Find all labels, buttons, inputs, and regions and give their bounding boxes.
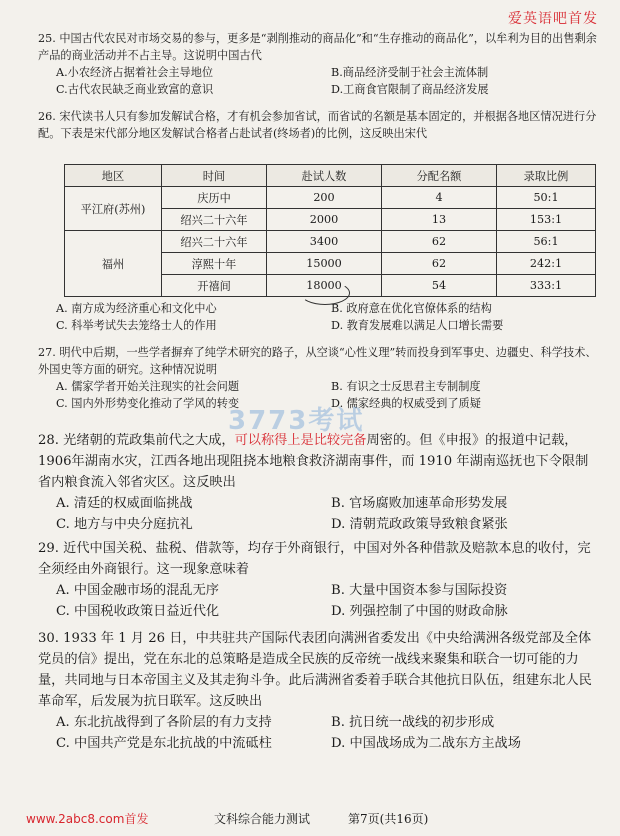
quota-cell: 62: [382, 231, 497, 253]
table-header: 时间: [162, 165, 267, 187]
table-row: [65, 187, 596, 209]
stem-text: 28. 光绪朝的荒政集前代之大成，: [38, 433, 235, 448]
question-26-options: [38, 300, 598, 334]
table-header-row: [65, 165, 596, 187]
table-row: [65, 231, 596, 253]
question-26: [38, 108, 598, 142]
exam-ratio-table: [64, 164, 596, 297]
ratio-cell: 153:1: [497, 209, 596, 231]
option-c[interactable]: C. 科举考试失去笼络士人的作用: [56, 319, 217, 332]
stem-text: 周密的。但《申报》的报道中记载，1906年湖南水灾，江西各地出现阻挠本地粮食救济湖南事件，而 1910 年湖南巡抚也下令限制省内粮食流入邻省灾区。这反映出: [38, 433, 589, 490]
option-a[interactable]: A. 中国金融市场的混乱无序: [56, 583, 219, 598]
question-30: [38, 628, 598, 754]
option-a[interactable]: A. 南方成为经济重心和文化中心: [56, 302, 217, 315]
option-d[interactable]: D.工商食官限制了商品经济发展: [331, 83, 489, 96]
count-cell: 200: [267, 187, 382, 209]
time-cell: 绍兴二十六年: [162, 231, 267, 253]
region-cell: 福州: [65, 231, 162, 297]
question-29: [38, 538, 598, 622]
region-cell: 平江府(苏州): [65, 187, 162, 231]
option-b[interactable]: B. 大量中国资本参与国际投资: [331, 583, 508, 598]
table-header: 分配名额: [382, 165, 497, 187]
option-c[interactable]: C. 国内外形势变化推动了学风的转变: [56, 397, 240, 410]
question-stem: 25. 中国古代农民对市场交易的参与，更多是“剥削推动的商品化”和“生存推动的商品化”，以牟利为目的出售剩余产品的商业活动并不占主导。这说明中国古代: [38, 32, 597, 62]
question-stem: 30. 1933 年 1 月 26 日，中共驻共产国际代表团向满洲省委发出《中央给满洲各级党部及全体党员的信》提出，党在东北的总策略是造成全民族的反帝统一战线来聚集和联合一切可能的力量，共同地与日本帝国主义及其走狗斗争。此后满洲省委着手联合其他抗日队伍，组建东北人民革命军，后发展为抗日联军。这反映出: [38, 631, 592, 709]
option-c[interactable]: C.古代农民缺乏商业致富的意识: [56, 83, 214, 96]
ratio-cell: 242:1: [497, 253, 596, 275]
table-header: 赴试人数: [267, 165, 382, 187]
time-cell: 开禧间: [162, 275, 267, 297]
footer-subject: 文科综合能力测试: [214, 812, 311, 826]
quota-cell: 54: [382, 275, 497, 297]
option-c[interactable]: C. 中国税收政策日益近代化: [56, 604, 220, 619]
quota-cell: 13: [382, 209, 497, 231]
ratio-cell: 333:1: [497, 275, 596, 297]
option-d[interactable]: D. 列强控制了中国的财政命脉: [331, 604, 508, 619]
question-25: [38, 30, 598, 98]
question-stem: [38, 430, 598, 493]
question-stem: 27. 明代中后期，一些学者摒弃了纯学术研究的路子，从空谈“心性义理”转而投身到军事史、边疆史、科学技术、外国史等方面的研究。这种情况说明: [38, 346, 597, 376]
option-a[interactable]: A. 清廷的权威面临挑战: [56, 496, 193, 511]
option-d[interactable]: D. 清朝荒政政策导致粮食紧张: [331, 517, 508, 532]
question-stem: 26. 宋代读书人只有参加发解试合格，才有机会参加省试，而省试的名额是基本固定的，并根据各地区情况进行分配。下表是宋代部分地区发解试合格者占赴试者(终场者)的比例，这反映出宋代: [38, 110, 597, 140]
option-b[interactable]: B.商品经济受制于社会主流体制: [331, 66, 489, 79]
table-header: 录取比例: [497, 165, 596, 187]
count-cell: 15000: [267, 253, 382, 275]
option-b[interactable]: B. 有识之士反思君主专制制度: [331, 380, 481, 393]
option-b[interactable]: B. 官场腐败加速革命形势发展: [331, 496, 508, 511]
count-cell: 2000: [267, 209, 382, 231]
option-b[interactable]: B. 抗日统一战线的初步形成: [331, 715, 495, 730]
stem-highlight: 可以称得上是比较完备: [234, 433, 367, 448]
footer-site-link[interactable]: www.2abc8.com首发: [26, 812, 149, 826]
watermark-logo: 3773考试: [228, 406, 365, 436]
option-a[interactable]: A. 东北抗战得到了各阶层的有力支持: [56, 715, 272, 730]
page-footer: [0, 806, 620, 828]
quota-cell: 4: [382, 187, 497, 209]
question-stem: 29. 近代中国关税、盐税、借款等，均存于外商银行，中国对外各种借款及赔款本息的收付，完全须经由外商银行。这一现象意味着: [38, 541, 591, 577]
option-a[interactable]: A. 儒家学者开始关注现实的社会问题: [56, 380, 240, 393]
time-cell: 绍兴二十六年: [162, 209, 267, 231]
count-cell: 3400: [267, 231, 382, 253]
option-a[interactable]: A.小农经济占据着社会主导地位: [56, 66, 214, 79]
option-d[interactable]: D. 教育发展难以满足人口增长需要: [331, 319, 504, 332]
footer-page-number: 第7页(共16页): [348, 812, 429, 826]
ratio-cell: 56:1: [497, 231, 596, 253]
quota-cell: 62: [382, 253, 497, 275]
question-28: [38, 430, 598, 535]
option-d[interactable]: D. 中国战场成为二战东方主战场: [331, 736, 521, 751]
brand-label: 爱英语吧首发: [508, 11, 598, 27]
option-c[interactable]: C. 地方与中央分庭抗礼: [56, 517, 193, 532]
count-cell: 18000: [267, 275, 382, 297]
option-b[interactable]: B. 政府意在优化官僚体系的结构: [331, 302, 492, 315]
option-c[interactable]: C. 中国共产党是东北抗战的中流砥柱: [56, 736, 272, 751]
time-cell: 淳熙十年: [162, 253, 267, 275]
time-cell: 庆历中: [162, 187, 267, 209]
ratio-cell: 50:1: [497, 187, 596, 209]
option-d[interactable]: D. 儒家经典的权威受到了质疑: [331, 397, 481, 410]
table-header: 地区: [65, 165, 162, 187]
